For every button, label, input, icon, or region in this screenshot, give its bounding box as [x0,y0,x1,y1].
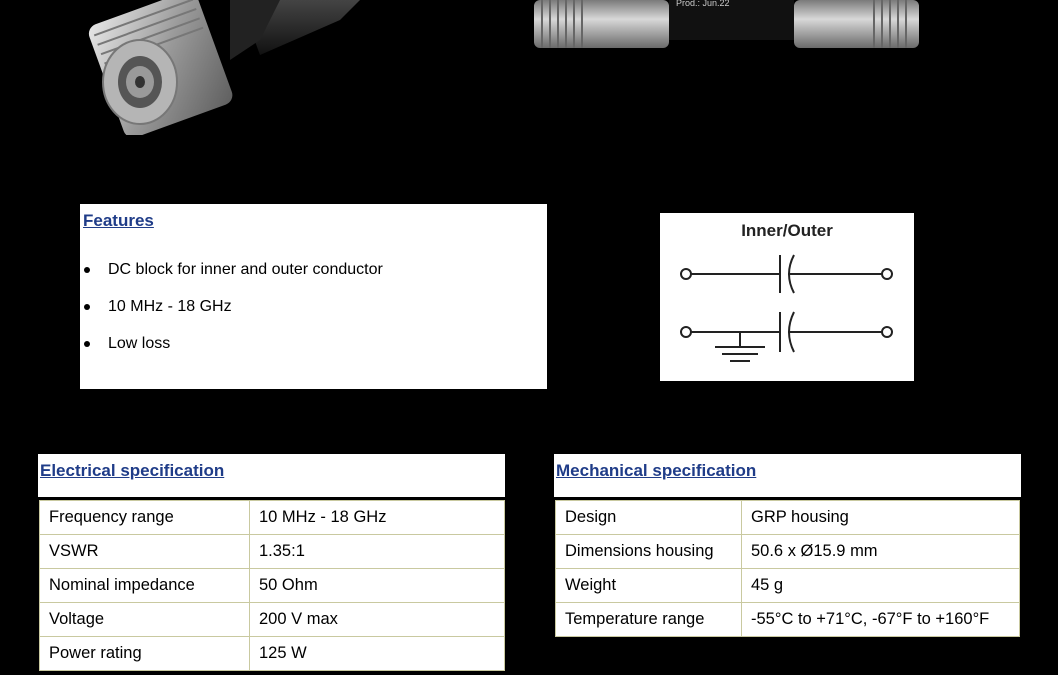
circuit-diagram-panel [660,213,914,381]
spec-label: Frequency range [40,501,250,535]
spec-value: 125 W [250,637,505,671]
table-row [40,501,505,535]
mechanical-spec-table [555,500,1020,637]
table-row [40,637,505,671]
bullet-icon [84,341,90,347]
table-row [40,603,505,637]
electrical-spec-table [39,500,505,671]
spec-label: VSWR [40,535,250,569]
spec-label: Dimensions housing [556,535,742,569]
table-row [40,569,505,603]
feature-text: 10 MHz - 18 GHz [108,298,232,315]
electrical-spec-title: Electrical specification [40,461,225,480]
spec-value: 50.6 x Ø15.9 mm [742,535,1020,569]
spec-label: Design [556,501,742,535]
spec-value: GRP housing [742,501,1020,535]
spec-value: 200 V max [250,603,505,637]
spec-value: 1.35:1 [250,535,505,569]
feature-item [80,330,383,367]
features-panel [80,204,547,389]
features-list [80,256,383,367]
product-photo-angled [80,0,380,135]
spec-label: Weight [556,569,742,603]
spec-value: 10 MHz - 18 GHz [250,501,505,535]
spec-value: 50 Ohm [250,569,505,603]
features-title: Features [83,211,154,230]
mechanical-spec-header [554,454,1021,497]
product-label-text: Prod.: Jun.22 [676,0,730,8]
spec-label: Voltage [40,603,250,637]
bullet-icon [84,267,90,273]
feature-item [80,256,383,293]
feature-text: DC block for inner and outer conductor [108,261,383,278]
bullet-icon [84,304,90,310]
table-row [556,569,1020,603]
table-row [40,535,505,569]
spec-label: Power rating [40,637,250,671]
electrical-spec-header [38,454,505,497]
spec-label: Nominal impedance [40,569,250,603]
spec-value: -55°C to +71°C, -67°F to +160°F [742,603,1020,637]
table-row [556,603,1020,637]
feature-text: Low loss [108,335,171,352]
diagram-title: Inner/Outer [741,221,833,240]
dc-block-schematic [660,213,914,381]
feature-item [80,293,383,330]
spec-value: 45 g [742,569,1020,603]
spec-label: Temperature range [556,603,742,637]
mechanical-spec-title: Mechanical specification [556,461,757,480]
table-row [556,501,1020,535]
product-photo-side [534,0,919,52]
table-row [556,535,1020,569]
